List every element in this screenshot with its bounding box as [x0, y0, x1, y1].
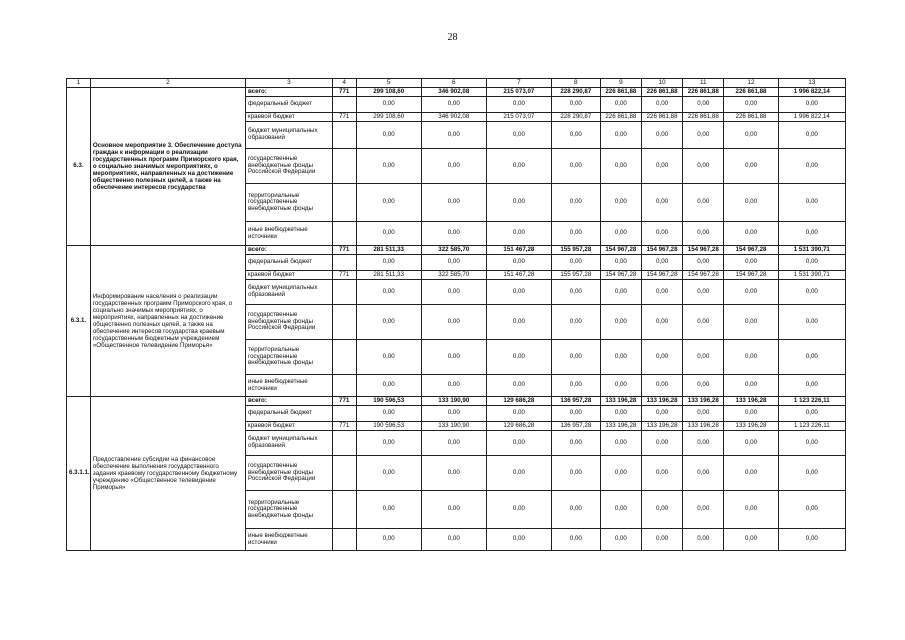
amount-cell: 0,00 — [641, 149, 682, 184]
amount-cell: 322 585,70 — [421, 271, 486, 280]
amount-cell: 0,00 — [641, 406, 682, 422]
amount-cell: 1 996 822,14 — [778, 88, 845, 97]
amount-cell: 0,00 — [486, 375, 551, 397]
amount-cell: 133 196,28 — [600, 397, 641, 406]
amount-cell: 0,00 — [421, 431, 486, 456]
funding-source: всего: — [246, 246, 333, 255]
amount-cell: 0,00 — [421, 456, 486, 491]
amount-cell: 0,00 — [724, 406, 778, 422]
amount-cell: 0,00 — [356, 222, 421, 246]
amount-cell: 0,00 — [421, 340, 486, 375]
column-header-2: 2 — [90, 79, 245, 88]
column-header-3: 3 — [246, 79, 333, 88]
amount-cell: 0,00 — [551, 456, 600, 491]
amount-cell: 0,00 — [724, 222, 778, 246]
amount-cell: 226 861,88 — [600, 88, 641, 97]
amount-cell: 0,00 — [421, 491, 486, 529]
amount-cell: 0,00 — [551, 122, 600, 149]
administrator-code — [332, 375, 356, 397]
funding-source: государственные внебюджетные фонды Российской Федерации — [246, 305, 333, 340]
amount-cell: 0,00 — [724, 529, 778, 551]
table-row — [67, 397, 846, 406]
amount-cell: 0,00 — [356, 184, 421, 222]
column-header-1: 1 — [67, 79, 91, 88]
amount-cell: 0,00 — [641, 431, 682, 456]
amount-cell: 299 108,60 — [356, 88, 421, 97]
funding-source: бюджет муниципальных образований — [246, 431, 333, 456]
amount-cell: 0,00 — [356, 97, 421, 113]
amount-cell: 226 861,88 — [724, 88, 778, 97]
administrator-code — [332, 491, 356, 529]
amount-cell: 0,00 — [356, 122, 421, 149]
budget-table — [66, 78, 846, 551]
administrator-code — [332, 149, 356, 184]
amount-cell: 0,00 — [641, 255, 682, 271]
amount-cell: 0,00 — [356, 375, 421, 397]
administrator-code — [332, 340, 356, 375]
amount-cell: 0,00 — [724, 149, 778, 184]
amount-cell: 0,00 — [641, 456, 682, 491]
amount-cell: 0,00 — [724, 305, 778, 340]
funding-source: краевой бюджет — [246, 422, 333, 431]
amount-cell: 0,00 — [683, 375, 724, 397]
amount-cell: 0,00 — [641, 184, 682, 222]
amount-cell: 0,00 — [683, 340, 724, 375]
funding-source: всего: — [246, 397, 333, 406]
amount-cell: 1 531 390,71 — [778, 271, 845, 280]
amount-cell: 154 967,28 — [641, 246, 682, 255]
amount-cell: 0,00 — [724, 491, 778, 529]
amount-cell: 215 073,07 — [486, 113, 551, 122]
amount-cell: 346 902,08 — [421, 88, 486, 97]
amount-cell: 1 996 822,14 — [778, 113, 845, 122]
amount-cell: 0,00 — [778, 529, 845, 551]
column-header-row — [67, 79, 846, 88]
administrator-code — [332, 305, 356, 340]
amount-cell: 0,00 — [778, 149, 845, 184]
amount-cell: 0,00 — [600, 280, 641, 305]
amount-cell: 0,00 — [486, 122, 551, 149]
administrator-code — [332, 529, 356, 551]
amount-cell: 0,00 — [683, 406, 724, 422]
amount-cell: 0,00 — [724, 431, 778, 456]
amount-cell: 281 511,33 — [356, 246, 421, 255]
funding-source: краевой бюджет — [246, 271, 333, 280]
amount-cell: 0,00 — [641, 222, 682, 246]
amount-cell: 129 686,28 — [486, 422, 551, 431]
column-header-7: 7 — [486, 79, 551, 88]
amount-cell: 0,00 — [421, 184, 486, 222]
amount-cell: 0,00 — [421, 375, 486, 397]
column-header-12: 12 — [724, 79, 778, 88]
amount-cell: 0,00 — [551, 406, 600, 422]
amount-cell: 0,00 — [600, 149, 641, 184]
amount-cell: 0,00 — [641, 122, 682, 149]
amount-cell: 0,00 — [600, 456, 641, 491]
amount-cell: 0,00 — [778, 280, 845, 305]
amount-cell: 0,00 — [486, 406, 551, 422]
amount-cell: 0,00 — [778, 406, 845, 422]
amount-cell: 0,00 — [600, 255, 641, 271]
amount-cell: 0,00 — [600, 222, 641, 246]
administrator-code — [332, 431, 356, 456]
amount-cell: 0,00 — [778, 305, 845, 340]
funding-source: бюджет муниципальных образований — [246, 280, 333, 305]
amount-cell: 133 196,28 — [641, 422, 682, 431]
amount-cell: 151 467,28 — [486, 271, 551, 280]
amount-cell: 0,00 — [600, 340, 641, 375]
amount-cell: 0,00 — [486, 305, 551, 340]
section-title: Основное мероприятие 3. Обеспечение доступа граждан к информации о реализации государственных программ Приморского края, о социально значимых мероприятиях, о мероприятиях, направленных на достижение общественно полезных целей, а также на обеспечение интересов государства — [90, 88, 245, 246]
amount-cell: 0,00 — [641, 280, 682, 305]
amount-cell: 0,00 — [600, 431, 641, 456]
amount-cell: 136 957,28 — [551, 422, 600, 431]
amount-cell: 0,00 — [683, 491, 724, 529]
amount-cell: 322 585,70 — [421, 246, 486, 255]
amount-cell: 0,00 — [356, 431, 421, 456]
amount-cell: 154 967,28 — [600, 246, 641, 255]
amount-cell: 1 531 390,71 — [778, 246, 845, 255]
amount-cell: 0,00 — [683, 280, 724, 305]
administrator-code — [332, 280, 356, 305]
amount-cell: 0,00 — [486, 97, 551, 113]
amount-cell: 0,00 — [551, 529, 600, 551]
amount-cell: 0,00 — [486, 149, 551, 184]
page-number: 28 — [447, 32, 458, 43]
amount-cell: 0,00 — [356, 491, 421, 529]
amount-cell: 0,00 — [778, 122, 845, 149]
section-title: Информирование населения о реализации государственных программ Приморского края, о социально значимых мероприятиях, о мероприятиях, направленных на достижение общественно полезных целей, а также на обеспечение интересов государства краевым государственным бюджетным учреждением «Общественное телевидение Приморья» — [90, 246, 245, 397]
amount-cell: 0,00 — [778, 491, 845, 529]
amount-cell: 0,00 — [600, 97, 641, 113]
funding-source: территориальные государственные внебюджетные фонды — [246, 491, 333, 529]
amount-cell: 0,00 — [551, 491, 600, 529]
amount-cell: 0,00 — [641, 529, 682, 551]
column-header-11: 11 — [683, 79, 724, 88]
administrator-code: 771 — [332, 246, 356, 255]
amount-cell: 346 902,08 — [421, 113, 486, 122]
amount-cell: 0,00 — [421, 406, 486, 422]
column-header-4: 4 — [332, 79, 356, 88]
amount-cell: 226 861,88 — [683, 88, 724, 97]
amount-cell: 0,00 — [421, 255, 486, 271]
amount-cell: 0,00 — [356, 149, 421, 184]
amount-cell: 154 967,28 — [724, 271, 778, 280]
amount-cell: 0,00 — [356, 255, 421, 271]
funding-source: бюджет муниципальных образований — [246, 122, 333, 149]
amount-cell: 190 596,53 — [356, 397, 421, 406]
amount-cell: 0,00 — [551, 255, 600, 271]
administrator-code — [332, 406, 356, 422]
amount-cell: 0,00 — [683, 97, 724, 113]
amount-cell: 281 511,33 — [356, 271, 421, 280]
table-row — [67, 88, 846, 97]
amount-cell: 1 123 226,11 — [778, 397, 845, 406]
amount-cell: 154 967,28 — [724, 246, 778, 255]
section-code: 6.3.1. — [67, 246, 91, 397]
administrator-code — [332, 184, 356, 222]
amount-cell: 0,00 — [600, 305, 641, 340]
amount-cell: 136 957,28 — [551, 397, 600, 406]
amount-cell: 133 190,90 — [421, 397, 486, 406]
amount-cell: 133 196,28 — [724, 397, 778, 406]
section-title: Предоставление субсидии на финансовое обеспечение выполнения государственного задания краевому государственному бюджетному учреждению «Общественное телевидение Приморья» — [90, 397, 245, 551]
amount-cell: 0,00 — [356, 305, 421, 340]
section-code: 6.3.1.1. — [67, 397, 91, 551]
amount-cell: 228 290,87 — [551, 88, 600, 97]
amount-cell: 133 196,28 — [600, 422, 641, 431]
amount-cell: 0,00 — [641, 340, 682, 375]
column-header-10: 10 — [641, 79, 682, 88]
amount-cell: 0,00 — [778, 222, 845, 246]
funding-source: иные внебюджетные источники — [246, 222, 333, 246]
amount-cell: 0,00 — [778, 184, 845, 222]
amount-cell: 0,00 — [778, 431, 845, 456]
amount-cell: 226 861,88 — [683, 113, 724, 122]
amount-cell: 0,00 — [356, 406, 421, 422]
amount-cell: 190 596,53 — [356, 422, 421, 431]
funding-source: государственные внебюджетные фонды Российской Федерации — [246, 456, 333, 491]
amount-cell: 0,00 — [641, 305, 682, 340]
amount-cell: 133 196,28 — [683, 397, 724, 406]
funding-source: федеральный бюджет — [246, 97, 333, 113]
section-code: 6.3. — [67, 88, 91, 246]
amount-cell: 0,00 — [486, 529, 551, 551]
amount-cell: 0,00 — [600, 184, 641, 222]
amount-cell: 154 967,28 — [683, 271, 724, 280]
amount-cell: 0,00 — [683, 529, 724, 551]
amount-cell: 0,00 — [421, 280, 486, 305]
amount-cell: 0,00 — [683, 222, 724, 246]
amount-cell: 0,00 — [724, 122, 778, 149]
table-body — [67, 79, 846, 551]
amount-cell: 0,00 — [551, 375, 600, 397]
amount-cell: 0,00 — [421, 122, 486, 149]
amount-cell: 0,00 — [683, 305, 724, 340]
amount-cell: 154 967,28 — [600, 271, 641, 280]
amount-cell: 0,00 — [778, 456, 845, 491]
amount-cell: 0,00 — [421, 149, 486, 184]
amount-cell: 0,00 — [421, 222, 486, 246]
amount-cell: 0,00 — [641, 491, 682, 529]
amount-cell: 1 123 226,11 — [778, 422, 845, 431]
amount-cell: 0,00 — [724, 340, 778, 375]
amount-cell: 0,00 — [724, 184, 778, 222]
amount-cell: 226 861,88 — [641, 113, 682, 122]
amount-cell: 155 957,28 — [551, 271, 600, 280]
amount-cell: 0,00 — [356, 280, 421, 305]
amount-cell: 0,00 — [486, 280, 551, 305]
amount-cell: 0,00 — [551, 222, 600, 246]
amount-cell: 133 196,28 — [724, 422, 778, 431]
column-header-9: 9 — [600, 79, 641, 88]
amount-cell: 129 686,28 — [486, 397, 551, 406]
amount-cell: 0,00 — [778, 375, 845, 397]
amount-cell: 151 467,28 — [486, 246, 551, 255]
table-row — [67, 246, 846, 255]
amount-cell: 0,00 — [600, 406, 641, 422]
amount-cell: 226 861,88 — [724, 113, 778, 122]
amount-cell: 0,00 — [600, 375, 641, 397]
amount-cell: 0,00 — [356, 456, 421, 491]
administrator-code — [332, 122, 356, 149]
column-header-13: 13 — [778, 79, 845, 88]
amount-cell: 0,00 — [551, 431, 600, 456]
amount-cell: 0,00 — [778, 97, 845, 113]
amount-cell: 0,00 — [551, 97, 600, 113]
funding-source: всего: — [246, 88, 333, 97]
funding-source: иные внебюджетные источники — [246, 529, 333, 551]
administrator-code — [332, 255, 356, 271]
amount-cell: 226 861,88 — [641, 88, 682, 97]
amount-cell: 0,00 — [724, 280, 778, 305]
amount-cell: 133 190,90 — [421, 422, 486, 431]
amount-cell: 0,00 — [724, 375, 778, 397]
administrator-code: 771 — [332, 113, 356, 122]
administrator-code: 771 — [332, 422, 356, 431]
amount-cell: 215 073,07 — [486, 88, 551, 97]
amount-cell: 0,00 — [486, 222, 551, 246]
administrator-code: 771 — [332, 88, 356, 97]
amount-cell: 0,00 — [778, 255, 845, 271]
amount-cell: 0,00 — [778, 340, 845, 375]
amount-cell: 0,00 — [421, 305, 486, 340]
amount-cell: 0,00 — [600, 122, 641, 149]
amount-cell: 0,00 — [724, 456, 778, 491]
amount-cell: 0,00 — [683, 122, 724, 149]
amount-cell: 0,00 — [600, 491, 641, 529]
amount-cell: 0,00 — [683, 255, 724, 271]
amount-cell: 133 196,28 — [683, 422, 724, 431]
amount-cell: 0,00 — [486, 340, 551, 375]
funding-source: иные внебюджетные источники — [246, 375, 333, 397]
funding-source: федеральный бюджет — [246, 406, 333, 422]
funding-source: федеральный бюджет — [246, 255, 333, 271]
amount-cell: 133 196,28 — [641, 397, 682, 406]
amount-cell: 0,00 — [486, 255, 551, 271]
amount-cell: 155 957,28 — [551, 246, 600, 255]
amount-cell: 0,00 — [551, 149, 600, 184]
administrator-code — [332, 456, 356, 491]
amount-cell: 226 861,88 — [600, 113, 641, 122]
amount-cell: 0,00 — [641, 375, 682, 397]
funding-source: краевой бюджет — [246, 113, 333, 122]
amount-cell: 0,00 — [486, 184, 551, 222]
amount-cell: 0,00 — [641, 97, 682, 113]
amount-cell: 0,00 — [600, 529, 641, 551]
amount-cell: 0,00 — [421, 97, 486, 113]
amount-cell: 0,00 — [551, 305, 600, 340]
amount-cell: 0,00 — [724, 97, 778, 113]
amount-cell: 0,00 — [683, 184, 724, 222]
administrator-code — [332, 97, 356, 113]
administrator-code: 771 — [332, 397, 356, 406]
amount-cell: 0,00 — [421, 529, 486, 551]
amount-cell: 0,00 — [356, 340, 421, 375]
amount-cell: 0,00 — [724, 255, 778, 271]
amount-cell: 0,00 — [551, 340, 600, 375]
amount-cell: 0,00 — [486, 456, 551, 491]
amount-cell: 154 967,28 — [683, 246, 724, 255]
funding-source: территориальные государственные внебюджетные фонды — [246, 340, 333, 375]
funding-source: государственные внебюджетные фонды Российской Федерации — [246, 149, 333, 184]
amount-cell: 154 967,28 — [641, 271, 682, 280]
amount-cell: 0,00 — [683, 431, 724, 456]
amount-cell: 0,00 — [683, 149, 724, 184]
column-header-8: 8 — [551, 79, 600, 88]
amount-cell: 0,00 — [551, 184, 600, 222]
funding-source: территориальные государственные внебюджетные фонды — [246, 184, 333, 222]
amount-cell: 0,00 — [486, 431, 551, 456]
amount-cell: 228 290,87 — [551, 113, 600, 122]
column-header-6: 6 — [421, 79, 486, 88]
amount-cell: 0,00 — [683, 456, 724, 491]
amount-cell: 0,00 — [356, 529, 421, 551]
administrator-code — [332, 222, 356, 246]
amount-cell: 0,00 — [486, 491, 551, 529]
column-header-5: 5 — [356, 79, 421, 88]
amount-cell: 299 108,60 — [356, 113, 421, 122]
administrator-code: 771 — [332, 271, 356, 280]
amount-cell: 0,00 — [551, 280, 600, 305]
